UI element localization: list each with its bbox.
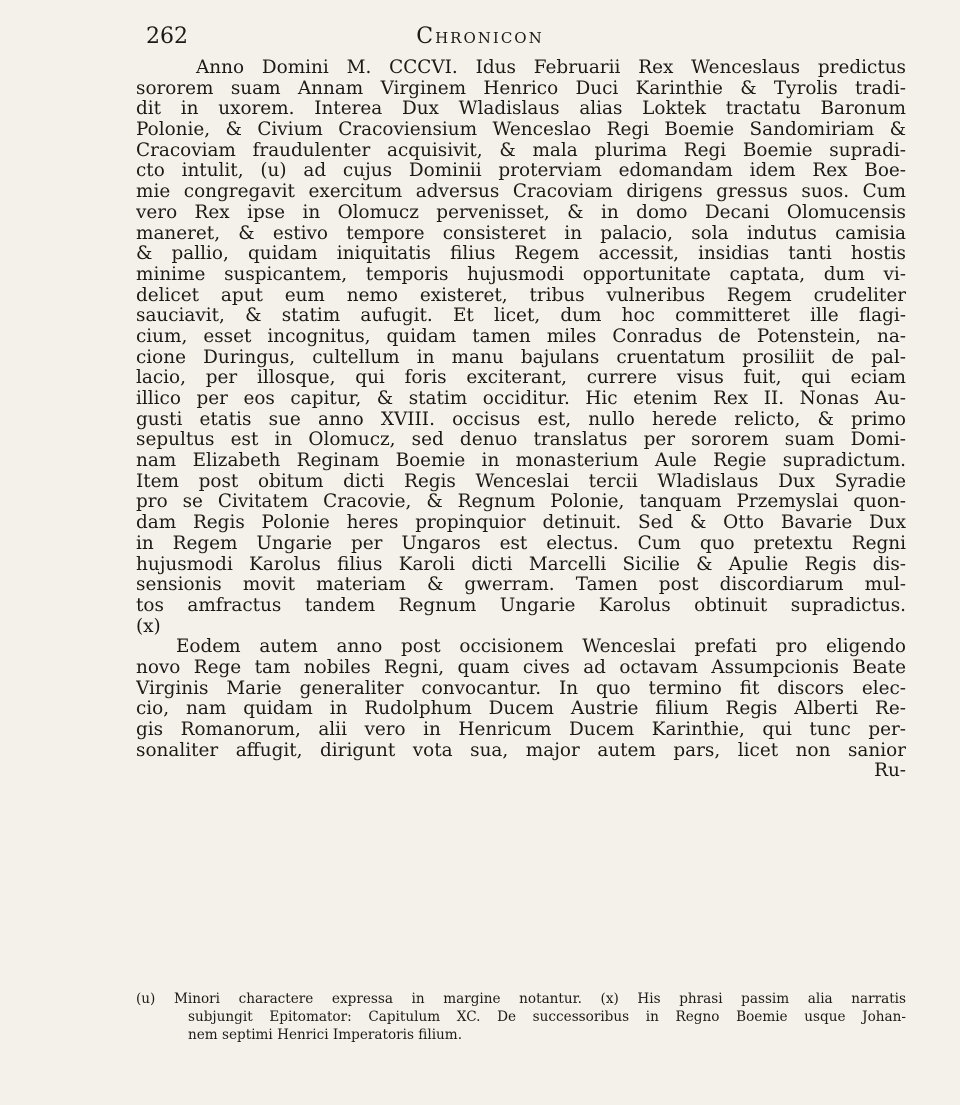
text-line: Ru- (874, 761, 906, 782)
text-line: illico per eos capitur, & statim occiditur. Hic etenim Rex II. Nonas Au- (136, 389, 906, 409)
text-line: hujusmodi Karolus filius Karoli dicti Marcelli Sicilie & Apulie Regis dis- (136, 554, 906, 575)
text-line: sororem suam Annam Virginem Henrico Duci Karinthie & Tyrolis tradi- (136, 78, 906, 99)
text-line: sonaliter affugit, dirigunt vota sua, major autem pars, licet non sanior (136, 740, 906, 761)
text-line: lacio, per illosque, qui foris exciterant, currere visus fuit, qui eciam (136, 368, 906, 389)
text-line: cione Duringus, cultellum in manu bajulans cruentatum prosiliit de pal- (136, 347, 906, 368)
text-line: Virginis Marie generaliter convocantur. In quo termino fit discors elec- (136, 678, 906, 699)
page-header (0, 24, 960, 58)
text-line: gis Romanorum, alii vero in Henricum Ducem Karinthie, qui tunc per- (136, 720, 906, 740)
text-line: minime suspicantem, temporis hujusmodi opportunitate captata, dum vi- (136, 264, 906, 285)
main-text (136, 58, 906, 782)
text-line: cium, esset incognitus, quidam tamen miles Conradus de Potenstein, na- (136, 326, 906, 347)
page-number: 262 (146, 24, 188, 49)
text-line: sauciavit, & statim aufugit. Et licet, dum hoc committeret ille flagi- (136, 306, 906, 327)
text-line: maneret, & estivo tempore consisteret in palacio, sola indutus camisia (136, 223, 906, 244)
footnote-line: (u) Minori charactere expressa in margine notantur. (x) His phrasi passim alia narratis (136, 991, 906, 1007)
text-line: mie congregavit exercitum adversus Cracoviam dirigens gressus suos. Cum (136, 182, 906, 203)
text-line: in Regem Ungarie per Ungaros est electus. Cum quo pretextu Regni (136, 533, 906, 554)
text-line: dam Regis Polonie heres propinquior detinuit. Sed & Otto Bavarie Dux (136, 513, 906, 534)
text-line: vero Rex ipse in Olomucz pervenisset, & in domo Decani Olomucensis (136, 202, 906, 223)
text-line: tos amfractus tandem Regnum Ungarie Karolus obtinuit supradictus. (136, 595, 906, 616)
text-line: Polonie, & Civium Cracoviensium Wenceslao Regi Boemie Sandomiriam & (136, 120, 906, 141)
text-line: delicet aput eum nemo existeret, tribus vulneribus Regem crudeliter (136, 285, 906, 306)
text-line: dit in uxorem. Interea Dux Wladislaus alias Loktek tractatu Baronum (136, 99, 906, 120)
footnote-line: subjungit Epitomator: Capitulum XC. De successoribus in Regno Boemie usque Johan- (188, 1009, 906, 1025)
text-line: cto intulit, (u) ad cujus Dominii proterviam edomandam idem Rex Boe- (136, 161, 906, 182)
footnote-line: nem septimi Henrici Imperatoris filium. (188, 1027, 463, 1043)
text-line: sepultus est in Olomucz, sed denuo translatus per sororem suam Domi- (136, 430, 906, 451)
text-line: (x) (136, 616, 161, 637)
text-line: nam Elizabeth Reginam Boemie in monasterium Aule Regie supradictum. (136, 451, 906, 472)
footnotes (136, 990, 906, 1044)
text-line: Item post obitum dicti Regis Wenceslai tercii Wladislaus Dux Syradie (136, 471, 906, 492)
text-line: cio, nam quidam in Rudolphum Ducem Austrie filium Regis Alberti Re- (136, 699, 906, 720)
text-line: Cracoviam fraudulenter acquisivit, & mala plurima Regi Boemie supradi- (136, 140, 906, 161)
text-line: novo Rege tam nobiles Regni, quam cives ad octavam Assumpcionis Beate (136, 657, 906, 678)
text-line: sensionis movit materiam & gwerram. Tamen post discordiarum mul- (136, 575, 906, 596)
text-line: pro se Civitatem Cracovie, & Regnum Polonie, tanquam Przemyslai quon- (136, 492, 906, 513)
text-line: & pallio, quidam iniquitatis filius Regem accessit, insidias tanti hostis (136, 244, 906, 265)
text-line: Anno Domini M. CCCVI. Idus Februarii Rex Wenceslaus predictus (196, 58, 906, 78)
text-line: gusti etatis sue anno XVIII. occisus est, nullo herede relicto, & primo (136, 409, 906, 430)
running-head: Chronicon (416, 24, 544, 49)
text-line: Eodem autem anno post occisionem Wenceslai prefati pro eligendo (176, 637, 906, 658)
